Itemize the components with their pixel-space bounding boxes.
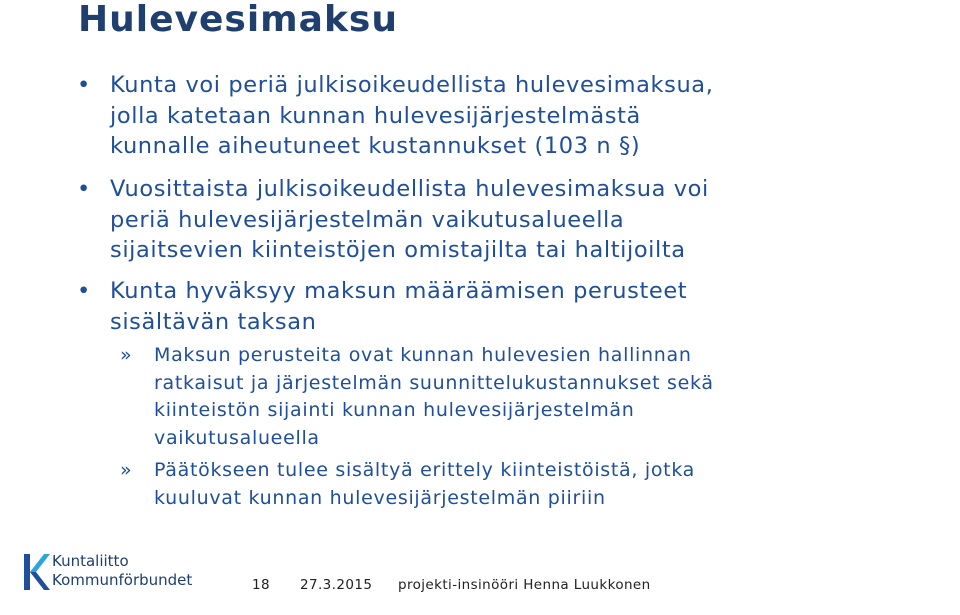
subbullet-mark: » [120, 459, 133, 481]
bullet-1-line-3: kunnalle aiheutuneet kustannukset (103 n §) [110, 133, 641, 159]
kuntaliitto-logo [24, 552, 194, 594]
bullet-2-line-2: periä hulevesijärjestelmän vaikutusalueella [110, 206, 625, 233]
bullet-dot: • [77, 72, 91, 98]
subbullet-2-line-2: kuuluvat kunnan hulevesijärjestelmän piiriin [154, 486, 606, 509]
bullet-1-line-1: Kunta voi periä julkisoikeudellista hulevesimaksua, [110, 72, 714, 98]
footer-author: projekti-insinööri Henna Luukkonen [398, 577, 651, 593]
bullet-3-line-2: sisältävän taksan [110, 308, 317, 335]
subbullet-1-line-4: vaikutusalueella [154, 426, 320, 449]
page-number: 18 [252, 577, 270, 593]
logo-line-1: Kuntaliitto [52, 552, 129, 570]
kuntaliitto-logo-mark-icon [24, 552, 50, 592]
subbullet-mark: » [120, 344, 133, 366]
bullet-2-line-3: sijaitsevien kiinteistöjen omistajilta tai haltijoilta [110, 237, 686, 263]
subbullet-1-line-2: ratkaisut ja järjestelmän suunnittelukustannukset sekä [154, 371, 714, 394]
bullet-2-line-1: Vuosittaista julkisoikeudellista hulevesimaksua voi [110, 176, 709, 202]
subbullet-2-line-1: Päätökseen tulee sisältyä erittely kiinteistöistä, jotka [154, 459, 696, 481]
subbullet-1 [120, 342, 894, 452]
bullet-dot: • [77, 278, 91, 304]
logo-line-2: Kommunförbundet [52, 571, 193, 589]
bullet-1 [77, 70, 910, 162]
subbullet-2 [120, 457, 894, 512]
subbullet-1-line-3: kiinteistön sijainti kunnan hulevesijärjestelmän [154, 399, 635, 421]
subbullet-1-line-1: Maksun perusteita ovat kunnan hulevesien hallinnan [154, 344, 692, 366]
bullet-dot: • [77, 176, 91, 202]
bullet-2 [77, 174, 910, 266]
slide-title: Hulevesimaksu [78, 0, 398, 40]
footer-date: 27.3.2015 [300, 577, 373, 593]
bullet-3-line-1: Kunta hyväksyy maksun määräämisen perusteet [110, 278, 688, 304]
bullet-1-line-2: jolla katetaan kunnan hulevesijärjestelmästä [110, 102, 641, 129]
bullet-3 [77, 276, 910, 337]
